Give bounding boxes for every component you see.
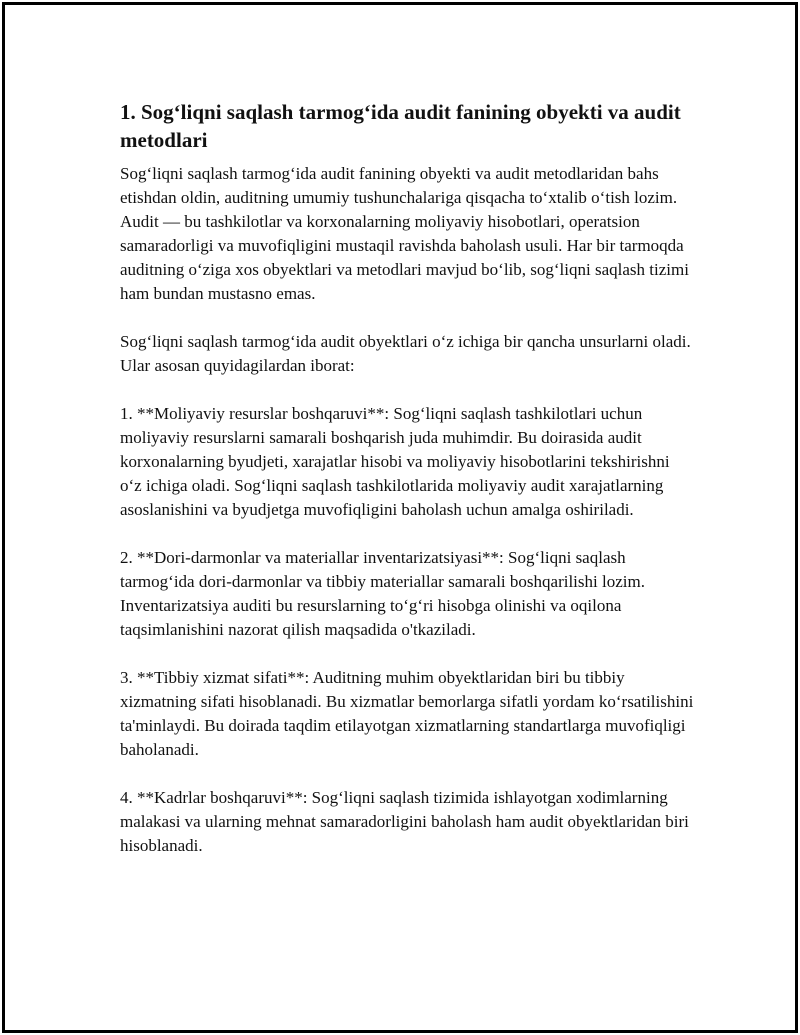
page-frame bbox=[2, 2, 798, 1033]
paragraph-intro: Sog‘liqni saqlash tarmog‘ida audit fanining obyekti va audit metodlaridan bahs etishdan oldin, auditning umumiy tushunchalariga qisqacha to‘xtalib o‘tish lozim. Audit — bu tashkilotlar va korxonalarning moliyaviy hisobotlari, operatsion samaradorligi va muvofiqligini mustaqil ravishda baholash usuli. Har bir tarmoqda auditning o‘ziga xos obyektlari va metodlari mavjud bo‘lib, sog‘liqni saqlash tizimi ham bundan mustasno emas. bbox=[120, 164, 689, 303]
document-title: 1. Sog‘liqni saqlash tarmog‘ida audit fanining obyekti va audit metodlari bbox=[120, 100, 681, 152]
document-body bbox=[120, 98, 695, 882]
list-item-inventory: 2. **Dori-darmonlar va materiallar inventarizatsiyasi**: Sog‘liqni saqlash tarmog‘ida dori-darmonlar va tibbiy materiallar samarali boshqarilishi lozim. Inventarizatsiya auditi bu resurslarning to‘g‘ri hisobga olinishi va oqilona taqsimlanishini nazorat qilish maqsadida o'tkaziladi. bbox=[120, 548, 645, 639]
list-item-financial: 1. **Moliyaviy resurslar boshqaruvi**: Sog‘liqni saqlash tashkilotlari uchun moliyaviy resurslarni samarali boshqarish juda muhimdir. Bu doirasida audit korxonalarning byudjeti, xarajatlar hisobi va moliyaviy hisobotlarini tekshirishni o‘z ichiga oladi. Sog‘liqni saqlash tashkilotlarida moliyaviy audit xarajatlarning asoslanishini va byudjetga muvofiqligini baholash uchun amalga oshiriladi. bbox=[120, 404, 670, 519]
paragraph-objects: Sog‘liqni saqlash tarmog‘ida audit obyektlari o‘z ichiga bir qancha unsurlarni oladi. Ular asosan quyidagilardan iborat: bbox=[120, 332, 691, 375]
list-item-quality: 3. **Tibbiy xizmat sifati**: Auditning muhim obyektlaridan biri bu tibbiy xizmatning sifati hisoblanadi. Bu xizmatlar bemorlarga sifatli yordam ko‘rsatilishini ta'minlaydi. Bu doirada taqdim etilayotgan xizmatlarning standartlarga muvofiqligi baholanadi. bbox=[120, 668, 694, 759]
list-item-personnel: 4. **Kadrlar boshqaruvi**: Sog‘liqni saqlash tizimida ishlayotgan xodimlarning malakasi va ularning mehnat samaradorligini baholash ham audit obyektlaridan biri hisoblanadi. bbox=[120, 788, 689, 855]
